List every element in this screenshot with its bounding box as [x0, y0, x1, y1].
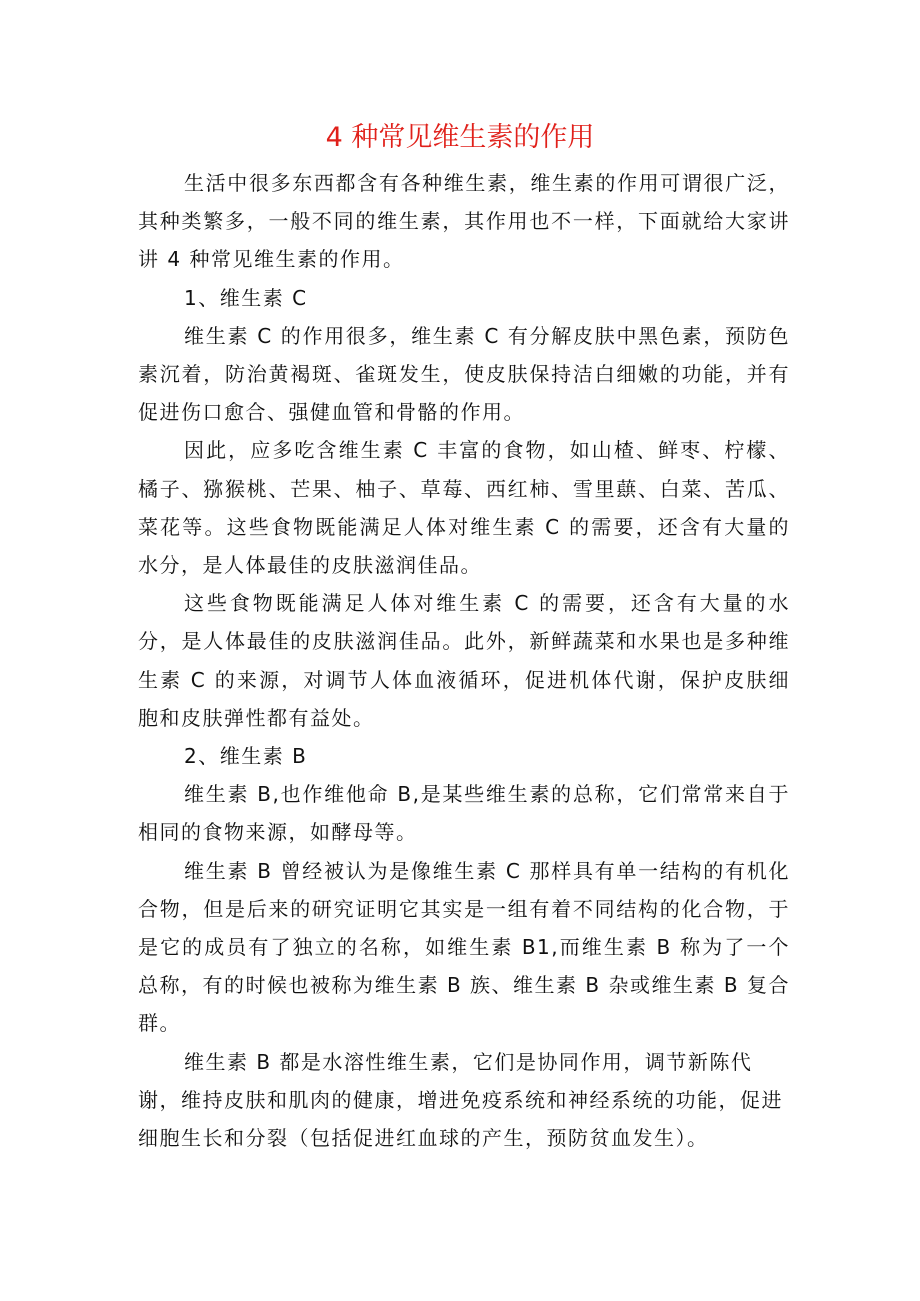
vitamin-b-functions-paragraph: 维生素 B 都是水溶性维生素，它们是协同作用，调节新陈代谢，维持皮肤和肌肉的健康，增进免疫系统和神经系统的功能，促进细胞生长和分裂（包括促进红血球的产生，预防贫血发生）。	[138, 1049, 783, 1151]
intro-paragraph: 生活中很多东西都含有各种维生素，维生素的作用可谓很广泛，其种类繁多，一般不同的维生素，其作用也不一样，下面就给大家讲讲 4 种常见维生素的作用。	[138, 171, 790, 272]
vitamin-b-definition-paragraph: 维生素 B,也作维他命 B,是某些维生素的总称，它们常常来自于相同的食物来源，如酵母等。	[138, 782, 790, 845]
vitamin-b-history-paragraph: 维生素 B 曾经被认为是像维生素 C 那样具有单一结构的有机化合物，但是后来的研究证明它其实是一组有着不同结构的化合物，于是它的成员有了独立的名称，如维生素 B1,而维生素 B 称为了一个总称，有的时候也被称为维生素 B 族、维生素 B 杂或维生素 B 复合群。	[138, 858, 790, 1036]
vitamin-c-foods-paragraph: 因此，应多吃含维生素 C 丰富的食物，如山楂、鲜枣、柠檬、橘子、猕猴桃、芒果、柚子、草莓、西红柿、雪里蕻、白菜、苦瓜、菜花等。这些食物既能满足人体对维生素 C 的需要，还含有大量的水分，是人体最佳的皮肤滋润佳品。	[138, 438, 790, 578]
section-heading-vitamin-c: 1、维生素 C	[184, 285, 308, 310]
vitamin-c-effects-paragraph: 维生素 C 的作用很多，维生素 C 有分解皮肤中黑色素，预防色素沉着，防治黄褐斑、雀斑发生，使皮肤保持洁白细嫩的功能，并有促进伤口愈合、强健血管和骨骼的作用。	[138, 323, 790, 425]
document-body	[138, 164, 790, 1157]
document-title: 4 种常见维生素的作用	[325, 122, 595, 153]
section-heading-vitamin-b: 2、维生素 B	[184, 744, 308, 769]
vitamin-c-sources-paragraph: 这些食物既能满足人体对维生素 C 的需要，还含有大量的水分，是人体最佳的皮肤滋润佳品。此外，新鲜蔬菜和水果也是多种维生素 C 的来源，对调节人体血液循环，促进机体代谢，保护皮肤细胞和皮肤弹性都有益处。	[138, 591, 790, 730]
